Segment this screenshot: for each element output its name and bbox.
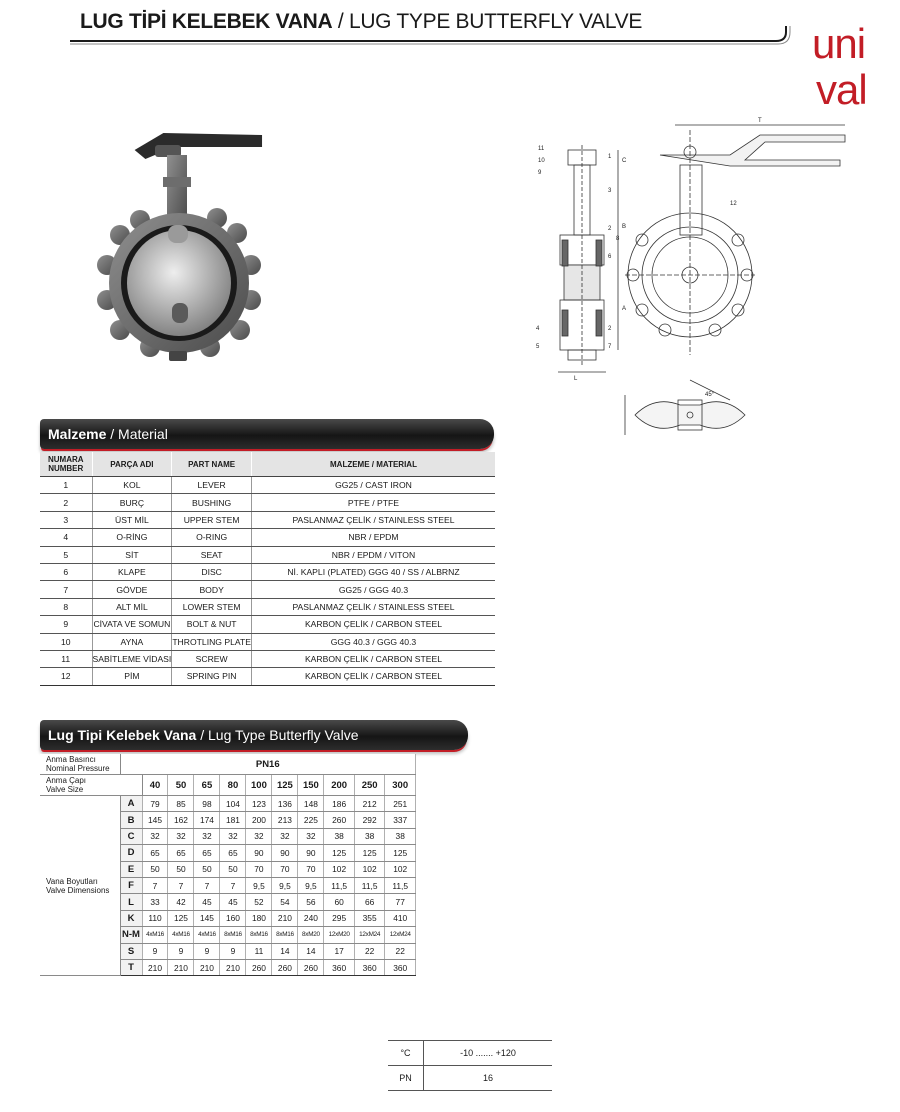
dimension-value: 360 xyxy=(324,959,355,975)
material-title-en: Material xyxy=(118,426,168,442)
part-name-en: LOWER STEM xyxy=(172,598,252,615)
dimension-value: 4xM16 xyxy=(168,927,194,943)
dimension-value: 8xM16 xyxy=(272,927,298,943)
dimension-value: 50 xyxy=(168,861,194,877)
dimension-value: 85 xyxy=(168,796,194,812)
dimension-value: 240 xyxy=(298,910,324,926)
part-name-en: SCREW xyxy=(172,650,252,667)
dimension-value: 11,5 xyxy=(385,877,416,893)
dimension-value: 160 xyxy=(220,910,246,926)
dimension-value: 66 xyxy=(354,894,385,910)
dimension-value: 7 xyxy=(220,877,246,893)
dim-label-A: A xyxy=(622,306,627,312)
dimension-value: 32 xyxy=(272,828,298,844)
pressure-label xyxy=(40,754,120,775)
temperature-range: -10 ....... +120 xyxy=(424,1041,553,1066)
dimension-value: 210 xyxy=(220,959,246,975)
valve-size-cell: 300 xyxy=(385,775,416,796)
dimension-key: D xyxy=(120,845,142,861)
material-row xyxy=(40,598,495,615)
dimension-value: 12xM20 xyxy=(324,927,355,943)
dimension-value: 102 xyxy=(324,861,355,877)
dimension-value: 260 xyxy=(324,812,355,828)
dimension-value: 260 xyxy=(246,959,272,975)
part-name-tr: KOL xyxy=(92,477,172,494)
row-number: 12 xyxy=(40,668,92,685)
material: NBR / EPDM xyxy=(251,529,495,546)
dimension-value: 14 xyxy=(272,943,298,959)
material-section-header: Malzeme / Material xyxy=(40,419,494,449)
material-row xyxy=(40,529,495,546)
part-name-en: THROTLING PLATE xyxy=(172,633,252,650)
header-rule xyxy=(70,26,792,48)
part-name-tr: ALT MİL xyxy=(92,598,172,615)
svg-text:12: 12 xyxy=(730,201,737,207)
dimension-value: 260 xyxy=(272,959,298,975)
row-number: 4 xyxy=(40,529,92,546)
col-material: MALZEME / MATERIAL xyxy=(251,452,495,477)
dimension-value: 9 xyxy=(168,943,194,959)
temperature-unit: °C xyxy=(388,1041,424,1066)
dimension-value: 181 xyxy=(220,812,246,828)
part-name-en: SEAT xyxy=(172,546,252,563)
material: Nİ. KAPLI (PLATED) GGG 40 / SS / ALBRNZ xyxy=(251,563,495,580)
row-number: 9 xyxy=(40,616,92,633)
row-number: 11 xyxy=(40,650,92,667)
dimension-value: 260 xyxy=(298,959,324,975)
dimension-value: 90 xyxy=(246,845,272,861)
part-name-tr: PİM xyxy=(92,668,172,685)
dimension-value: 337 xyxy=(385,812,416,828)
dimension-value: 77 xyxy=(385,894,416,910)
col-part-name-en: PART NAME xyxy=(172,452,252,477)
dimension-value: 251 xyxy=(385,796,416,812)
dimension-value: 110 xyxy=(142,910,168,926)
dimension-key: B xyxy=(120,812,142,828)
dimension-value: 292 xyxy=(354,812,385,828)
dim-label-T: T xyxy=(758,118,762,124)
dimension-value: 32 xyxy=(246,828,272,844)
dimension-key: A xyxy=(120,796,142,812)
dimension-value: 60 xyxy=(324,894,355,910)
row-number: 2 xyxy=(40,494,92,511)
svg-text:11: 11 xyxy=(538,146,545,152)
dimension-section-header: Lug Tipi Kelebek Vana / Lug Type Butterfly Valve xyxy=(40,720,468,750)
dimension-value: 90 xyxy=(272,845,298,861)
size-label-tr: Anma Çapı xyxy=(46,776,87,785)
valve-dimensions-label-en: Valve Dimensions xyxy=(46,885,110,895)
top-view xyxy=(625,380,745,435)
dimension-row xyxy=(40,796,416,812)
col-part-name-tr: PARÇA ADI xyxy=(92,452,172,477)
part-name-en: O-RING xyxy=(172,529,252,546)
part-name-tr: CİVATA VE SOMUN xyxy=(92,616,172,633)
dimension-value: 33 xyxy=(142,894,168,910)
dimension-value: 12xM24 xyxy=(385,927,416,943)
dimension-value: 38 xyxy=(385,828,416,844)
material-row xyxy=(40,494,495,511)
pressure-row xyxy=(40,754,416,775)
svg-text:10: 10 xyxy=(538,158,545,164)
dimension-value: 32 xyxy=(142,828,168,844)
part-name-en: UPPER STEM xyxy=(172,511,252,528)
dimension-value: 90 xyxy=(298,845,324,861)
valve-size-cell: 65 xyxy=(194,775,220,796)
dimension-value: 136 xyxy=(272,796,298,812)
dimension-value: 7 xyxy=(168,877,194,893)
valve-size-cell: 200 xyxy=(324,775,355,796)
material: GG25 / GGG 40.3 xyxy=(251,581,495,598)
dimension-value: 360 xyxy=(385,959,416,975)
dimension-key: S xyxy=(120,943,142,959)
dimension-value: 11,5 xyxy=(324,877,355,893)
material: PASLANMAZ ÇELİK / STAINLESS STEEL xyxy=(251,511,495,528)
dimension-value: 70 xyxy=(246,861,272,877)
dimension-title-en: Lug Type Butterfly Valve xyxy=(208,727,359,743)
dimension-value: 9 xyxy=(220,943,246,959)
pn-label: PN xyxy=(388,1066,424,1091)
material: KARBON ÇELİK / CARBON STEEL xyxy=(251,668,495,685)
dimension-value: 9 xyxy=(142,943,168,959)
part-name-en: BUSHING xyxy=(172,494,252,511)
dimension-key: K xyxy=(120,910,142,926)
dimension-value: 65 xyxy=(220,845,246,861)
dimension-value: 7 xyxy=(194,877,220,893)
valve-size-row xyxy=(40,775,416,796)
material-title-tr: Malzeme xyxy=(48,426,107,442)
part-name-en: BODY xyxy=(172,581,252,598)
valve-photo xyxy=(95,125,275,370)
dimension-value: 32 xyxy=(298,828,324,844)
material-row xyxy=(40,668,495,685)
dimension-value: 38 xyxy=(354,828,385,844)
material-row xyxy=(40,616,495,633)
dimension-value: 355 xyxy=(354,910,385,926)
part-name-en: LEVER xyxy=(172,477,252,494)
col-number: NUMARA NUMBER xyxy=(40,452,92,477)
row-number: 1 xyxy=(40,477,92,494)
part-name-tr: SİT xyxy=(92,546,172,563)
logo-line-2: val xyxy=(816,66,867,113)
temperature-row xyxy=(388,1041,552,1066)
dimension-key: C xyxy=(120,828,142,844)
dimension-value: 186 xyxy=(324,796,355,812)
valve-dimensions-label xyxy=(40,796,120,976)
dimension-value: 360 xyxy=(354,959,385,975)
dimension-value: 38 xyxy=(324,828,355,844)
material: PTFE / PTFE xyxy=(251,494,495,511)
dimension-value: 295 xyxy=(324,910,355,926)
dim-label-L: L xyxy=(574,376,578,382)
pressure-class-row xyxy=(388,1066,552,1091)
dimension-value: 42 xyxy=(168,894,194,910)
dimension-value: 98 xyxy=(194,796,220,812)
part-name-en: BOLT & NUT xyxy=(172,616,252,633)
svg-text:6: 6 xyxy=(608,254,612,260)
dimension-value: 210 xyxy=(142,959,168,975)
dimension-key: F xyxy=(120,877,142,893)
dimension-value: 174 xyxy=(194,812,220,828)
material-row xyxy=(40,511,495,528)
dimension-key: E xyxy=(120,861,142,877)
valve-size-cell: 50 xyxy=(168,775,194,796)
dim-label-C: C xyxy=(622,158,627,164)
dimension-value: 104 xyxy=(220,796,246,812)
dimension-key: L xyxy=(120,894,142,910)
pressure-value: PN16 xyxy=(120,754,416,775)
dimension-value: 22 xyxy=(354,943,385,959)
dimension-value: 102 xyxy=(354,861,385,877)
dimension-value: 45 xyxy=(220,894,246,910)
dimension-table xyxy=(40,754,416,976)
dimension-value: 210 xyxy=(168,959,194,975)
part-name-en: DISC xyxy=(172,563,252,580)
svg-text:2: 2 xyxy=(608,326,612,332)
dimension-value: 125 xyxy=(324,845,355,861)
material-table xyxy=(40,452,495,686)
dimension-key: N-M xyxy=(120,927,142,943)
logo-line-1: uni xyxy=(812,20,866,67)
dimension-value: 125 xyxy=(168,910,194,926)
pressure-label-tr: Anma Basıncı xyxy=(46,755,96,764)
valve-size-cell: 250 xyxy=(354,775,385,796)
material: KARBON ÇELİK / CARBON STEEL xyxy=(251,650,495,667)
dimension-value: 32 xyxy=(194,828,220,844)
title-separator: / xyxy=(332,10,349,33)
part-name-tr: KLAPE xyxy=(92,563,172,580)
valve-dimensions-label-tr: Vana Boyutları xyxy=(46,876,98,886)
dimension-value: 125 xyxy=(385,845,416,861)
dimension-value: 11 xyxy=(246,943,272,959)
title-english: LUG TYPE BUTTERFLY VALVE xyxy=(348,10,643,33)
material: GGG 40.3 / GGG 40.3 xyxy=(251,633,495,650)
side-section-view xyxy=(558,145,606,372)
dimension-value: 8xM16 xyxy=(220,927,246,943)
part-name-en: SPRING PIN xyxy=(172,668,252,685)
material: NBR / EPDM / VITON xyxy=(251,546,495,563)
material: GG25 / CAST IRON xyxy=(251,477,495,494)
dimension-title-tr: Lug Tipi Kelebek Vana xyxy=(48,727,197,743)
dimension-value: 12xM24 xyxy=(354,927,385,943)
dimension-value: 213 xyxy=(272,812,298,828)
dimension-value: 50 xyxy=(142,861,168,877)
dimension-value: 9,5 xyxy=(246,877,272,893)
dimension-value: 17 xyxy=(324,943,355,959)
front-view xyxy=(618,125,845,355)
dimension-value: 180 xyxy=(246,910,272,926)
dim-label-B: B xyxy=(622,224,627,230)
part-name-tr: SABİTLEME VİDASI xyxy=(92,650,172,667)
row-number: 7 xyxy=(40,581,92,598)
material: KARBON ÇELİK / CARBON STEEL xyxy=(251,616,495,633)
dimension-value: 45 xyxy=(194,894,220,910)
dimension-value: 212 xyxy=(354,796,385,812)
dimension-value: 200 xyxy=(246,812,272,828)
dimension-value: 4xM16 xyxy=(194,927,220,943)
dimension-value: 22 xyxy=(385,943,416,959)
dimension-value: 14 xyxy=(298,943,324,959)
valve-size-cell: 100 xyxy=(246,775,272,796)
valve-size-cell: 40 xyxy=(142,775,168,796)
technical-drawing xyxy=(530,110,860,460)
material-row xyxy=(40,650,495,667)
row-number: 5 xyxy=(40,546,92,563)
size-label xyxy=(40,775,142,796)
svg-text:8: 8 xyxy=(616,236,620,242)
dimension-value: 145 xyxy=(142,812,168,828)
dimension-value: 123 xyxy=(246,796,272,812)
dimension-value: 125 xyxy=(354,845,385,861)
univAL-logo xyxy=(812,14,892,114)
valve-size-cell: 150 xyxy=(298,775,324,796)
dimension-value: 56 xyxy=(298,894,324,910)
dimension-value: 65 xyxy=(168,845,194,861)
dimension-value: 162 xyxy=(168,812,194,828)
dimension-value: 7 xyxy=(142,877,168,893)
dim-label-45: 45° xyxy=(705,392,715,398)
svg-text:5: 5 xyxy=(536,344,540,350)
dimension-value: 70 xyxy=(272,861,298,877)
material: PASLANMAZ ÇELİK / STAINLESS STEEL xyxy=(251,598,495,615)
dimension-value: 9 xyxy=(194,943,220,959)
part-name-tr: O-RİNG xyxy=(92,529,172,546)
svg-text:1: 1 xyxy=(608,154,612,160)
svg-text:9: 9 xyxy=(538,170,542,176)
dimension-value: 11,5 xyxy=(354,877,385,893)
dimension-value: 145 xyxy=(194,910,220,926)
svg-text:4: 4 xyxy=(536,326,540,332)
material-row xyxy=(40,546,495,563)
material-row xyxy=(40,633,495,650)
dimension-value: 70 xyxy=(298,861,324,877)
title-turkish: LUG TİPİ KELEBEK VANA xyxy=(80,10,333,33)
valve-size-cell: 125 xyxy=(272,775,298,796)
material-row xyxy=(40,477,495,494)
row-number: 10 xyxy=(40,633,92,650)
dimension-value: 210 xyxy=(272,910,298,926)
part-name-tr: BURÇ xyxy=(92,494,172,511)
row-number: 8 xyxy=(40,598,92,615)
material-row xyxy=(40,563,495,580)
dimension-value: 225 xyxy=(298,812,324,828)
pressure-label-en: Nominal Pressure xyxy=(46,764,110,773)
material-row xyxy=(40,581,495,598)
dimension-value: 65 xyxy=(142,845,168,861)
dimension-value: 9,5 xyxy=(298,877,324,893)
dimension-value: 65 xyxy=(194,845,220,861)
row-number: 6 xyxy=(40,563,92,580)
svg-text:7: 7 xyxy=(608,344,612,350)
pn-value: 16 xyxy=(424,1066,553,1091)
part-name-tr: ÜST MİL xyxy=(92,511,172,528)
dimension-value: 50 xyxy=(194,861,220,877)
row-number: 3 xyxy=(40,511,92,528)
dimension-value: 54 xyxy=(272,894,298,910)
dimension-value: 210 xyxy=(194,959,220,975)
dimension-value: 52 xyxy=(246,894,272,910)
dimension-value: 32 xyxy=(168,828,194,844)
material-table-header xyxy=(40,452,495,477)
dimension-key: T xyxy=(120,959,142,975)
dimension-value: 8xM20 xyxy=(298,927,324,943)
svg-text:2: 2 xyxy=(608,226,612,232)
dimension-value: 8xM16 xyxy=(246,927,272,943)
svg-text:3: 3 xyxy=(608,188,612,194)
dimension-value: 32 xyxy=(220,828,246,844)
valve-size-cell: 80 xyxy=(220,775,246,796)
size-label-en: Valve Size xyxy=(46,785,84,794)
dimension-value: 102 xyxy=(385,861,416,877)
dimension-value: 4xM16 xyxy=(142,927,168,943)
operating-conditions-table xyxy=(388,1040,552,1091)
dimension-value: 148 xyxy=(298,796,324,812)
dimension-value: 9,5 xyxy=(272,877,298,893)
dimension-value: 410 xyxy=(385,910,416,926)
dimension-value: 79 xyxy=(142,796,168,812)
part-name-tr: GÖVDE xyxy=(92,581,172,598)
dimension-value: 50 xyxy=(220,861,246,877)
part-name-tr: AYNA xyxy=(92,633,172,650)
